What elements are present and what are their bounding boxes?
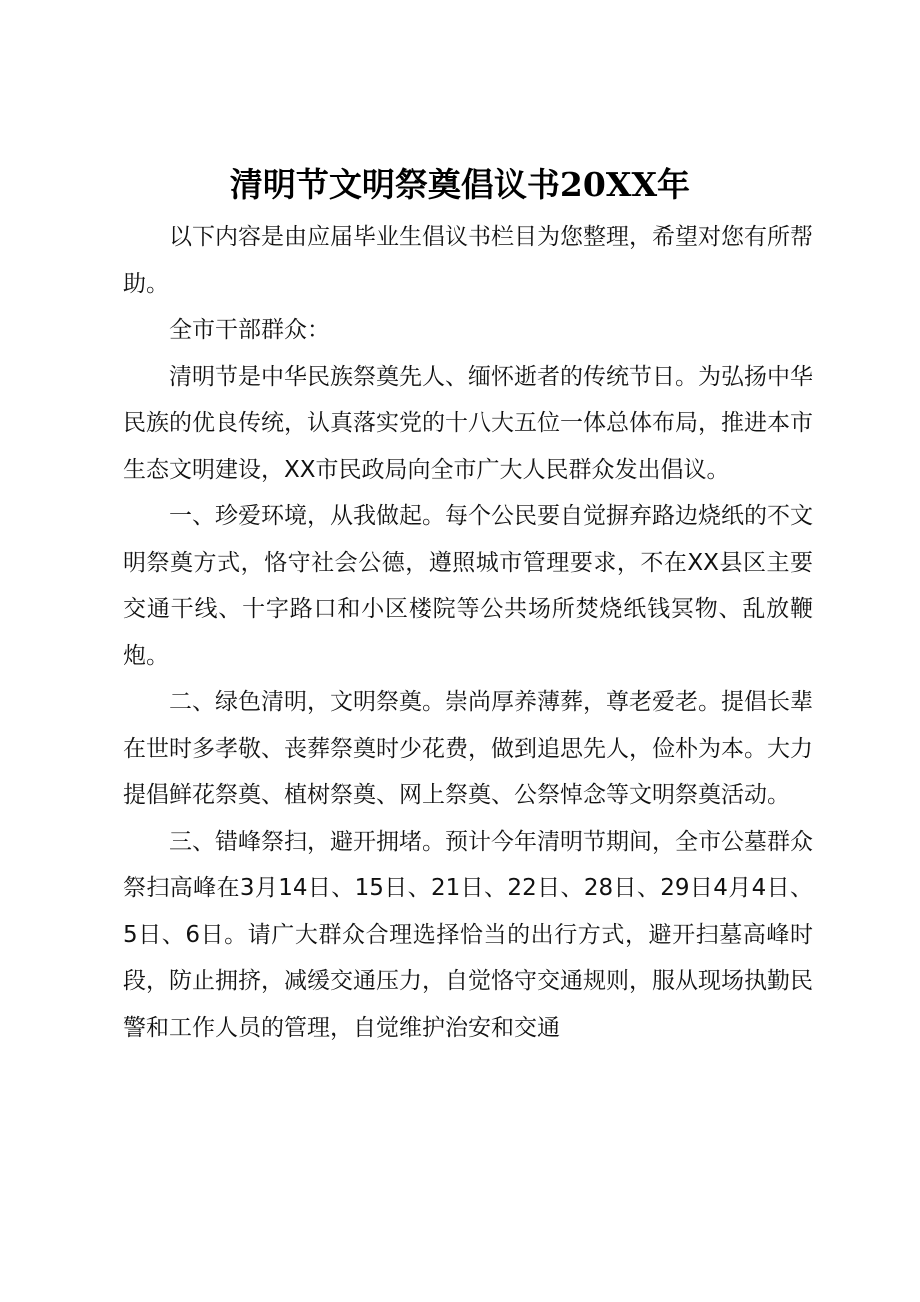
paragraph-salutation: 全市干部群众：	[169, 317, 330, 343]
paragraph-item-3: 三、错峰祭扫，避开拥堵。预计今年清明节期间，全市公墓群众祭扫高峰在3月14日、15日、21日、22日、28日、29日4月4日、5日、6日。请广大群众合理选择恰当的出行方式，避开扫墓高峰时段，防止拥挤，减缓交通压力，自觉恪守交通规则，服从现场执勤民警和工作人员的管理，自觉维护治安和交通	[123, 828, 813, 1041]
paragraph-preamble: 清明节是中华民族祭奠先人、缅怀逝者的传统节日。为弘扬中华民族的优良传统，认真落实党的十八大五位一体总体布局，推进本市生态文明建设，XX市民政局向全市广大人民群众发出倡议。	[123, 363, 813, 483]
document-body	[123, 214, 813, 1051]
paragraph-intro: 以下内容是由应届毕业生倡议书栏目为您整理，希望对您有所帮助。	[123, 224, 813, 297]
paragraph-item-1: 一、珍爱环境，从我做起。每个公民要自觉摒弃路边烧纸的不文明祭奠方式，恪守社会公德，遵照城市管理要求，不在XX县区主要交通干线、十字路口和小区楼院等公共场所焚烧纸钱冥物、乱放鞭炮。	[123, 503, 813, 669]
page-title: 清明节文明祭奠倡议书20XX年	[229, 165, 691, 204]
paragraph-item-2: 二、绿色清明，文明祭奠。崇尚厚养薄葬，尊老爱老。提倡长辈在世时多孝敬、丧葬祭奠时少花费，做到追思先人，俭朴为本。大力提倡鲜花祭奠、植树祭奠、网上祭奠、公祭悼念等文明祭奠活动。	[123, 689, 813, 808]
